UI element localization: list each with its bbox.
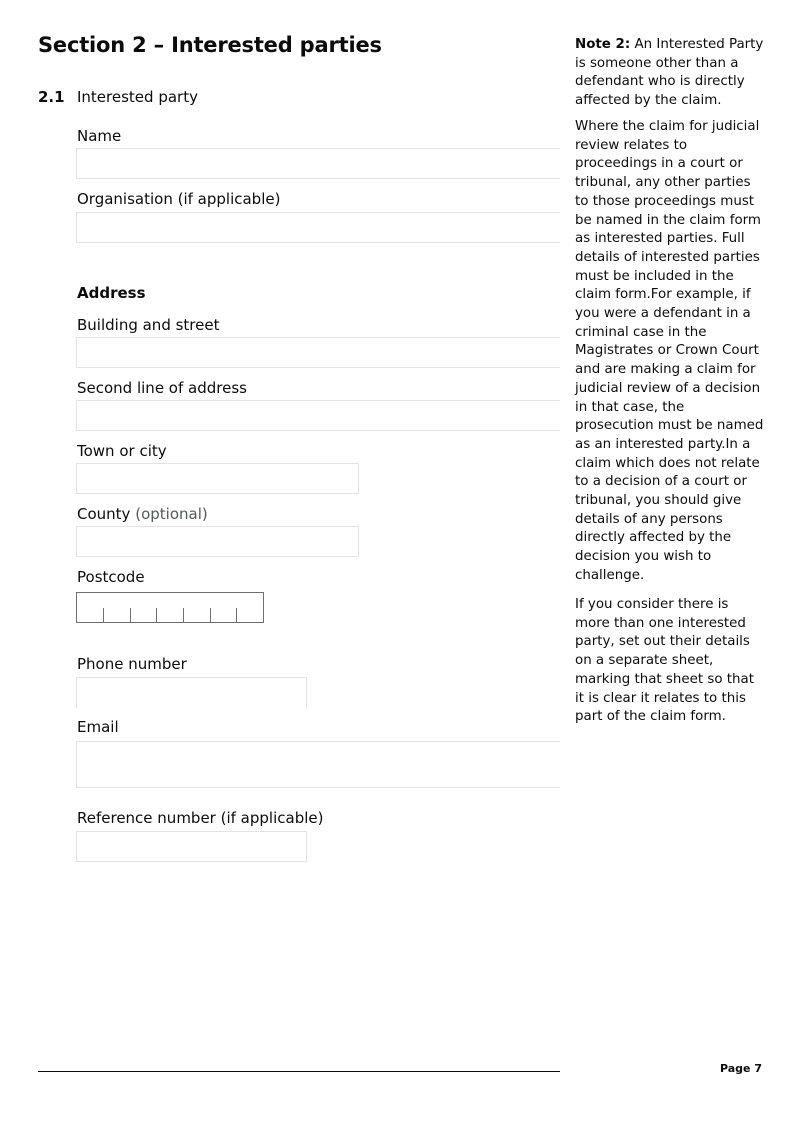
- phone-label: Phone number: [77, 655, 187, 673]
- note-intro: [575, 36, 765, 111]
- county-optional-hint: (optional): [135, 505, 208, 523]
- email-input[interactable]: [76, 741, 560, 788]
- note-paragraph-2: Where the claim for judicial review relates to proceedings in a court or tribunal, any other parties to those proceedings must be named in the claim form as interested parties. Full details of interested parties must be included in the claim form.For example, if you were a defendant in a criminal case in the Magistrates or Crown Court and are making a claim for judicial review of a decision in that case, the prosecution must be named as an interested party.In a claim which does not relate to a decision of a court or tribunal, you should give details of any persons directly affected by the decision you wish to challenge.: [575, 119, 764, 583]
- building-street-input[interactable]: [76, 337, 560, 368]
- town-label: Town or city: [77, 442, 167, 460]
- note-paragraph-3: If you consider there is more than one interested party, set out their details on a separate sheet, marking that sheet so that it is clear it relates to this part of the claim form.: [575, 597, 754, 725]
- footer-divider: [38, 1071, 560, 1072]
- postcode-divider: [103, 608, 104, 622]
- name-input[interactable]: [76, 148, 560, 179]
- name-label: Name: [77, 127, 122, 145]
- postcode-divider: [156, 608, 157, 622]
- county-label: [77, 505, 208, 523]
- town-input[interactable]: [76, 463, 359, 494]
- address-heading: Address: [77, 284, 146, 302]
- question-number: 2.1: [38, 88, 65, 106]
- organisation-label: Organisation (if applicable): [77, 190, 281, 208]
- building-street-label: Building and street: [77, 316, 220, 334]
- postcode-divider: [130, 608, 131, 622]
- reference-input[interactable]: [76, 831, 307, 862]
- note-heading: Note 2:: [575, 37, 631, 52]
- phone-input[interactable]: [76, 677, 307, 708]
- reference-label: Reference number (if applicable): [77, 809, 324, 827]
- postcode-input[interactable]: [76, 592, 264, 623]
- second-line-input[interactable]: [76, 400, 560, 431]
- postcode-divider: [183, 608, 184, 622]
- organisation-input[interactable]: [76, 212, 560, 243]
- postcode-label: Postcode: [77, 568, 145, 586]
- postcode-divider: [236, 608, 237, 622]
- postcode-divider: [210, 608, 211, 622]
- question-label: Interested party: [77, 88, 198, 106]
- county-input[interactable]: [76, 526, 359, 557]
- page-number: Page 7: [719, 1062, 762, 1075]
- county-label-text: County: [77, 505, 131, 523]
- note-paragraph-1: An Interested Party is someone other than a defendant who is directly affected by the claim.: [575, 37, 764, 109]
- section-title: Section 2 – Interested parties: [38, 33, 382, 57]
- email-label: Email: [77, 718, 119, 736]
- second-line-label: Second line of address: [77, 379, 247, 397]
